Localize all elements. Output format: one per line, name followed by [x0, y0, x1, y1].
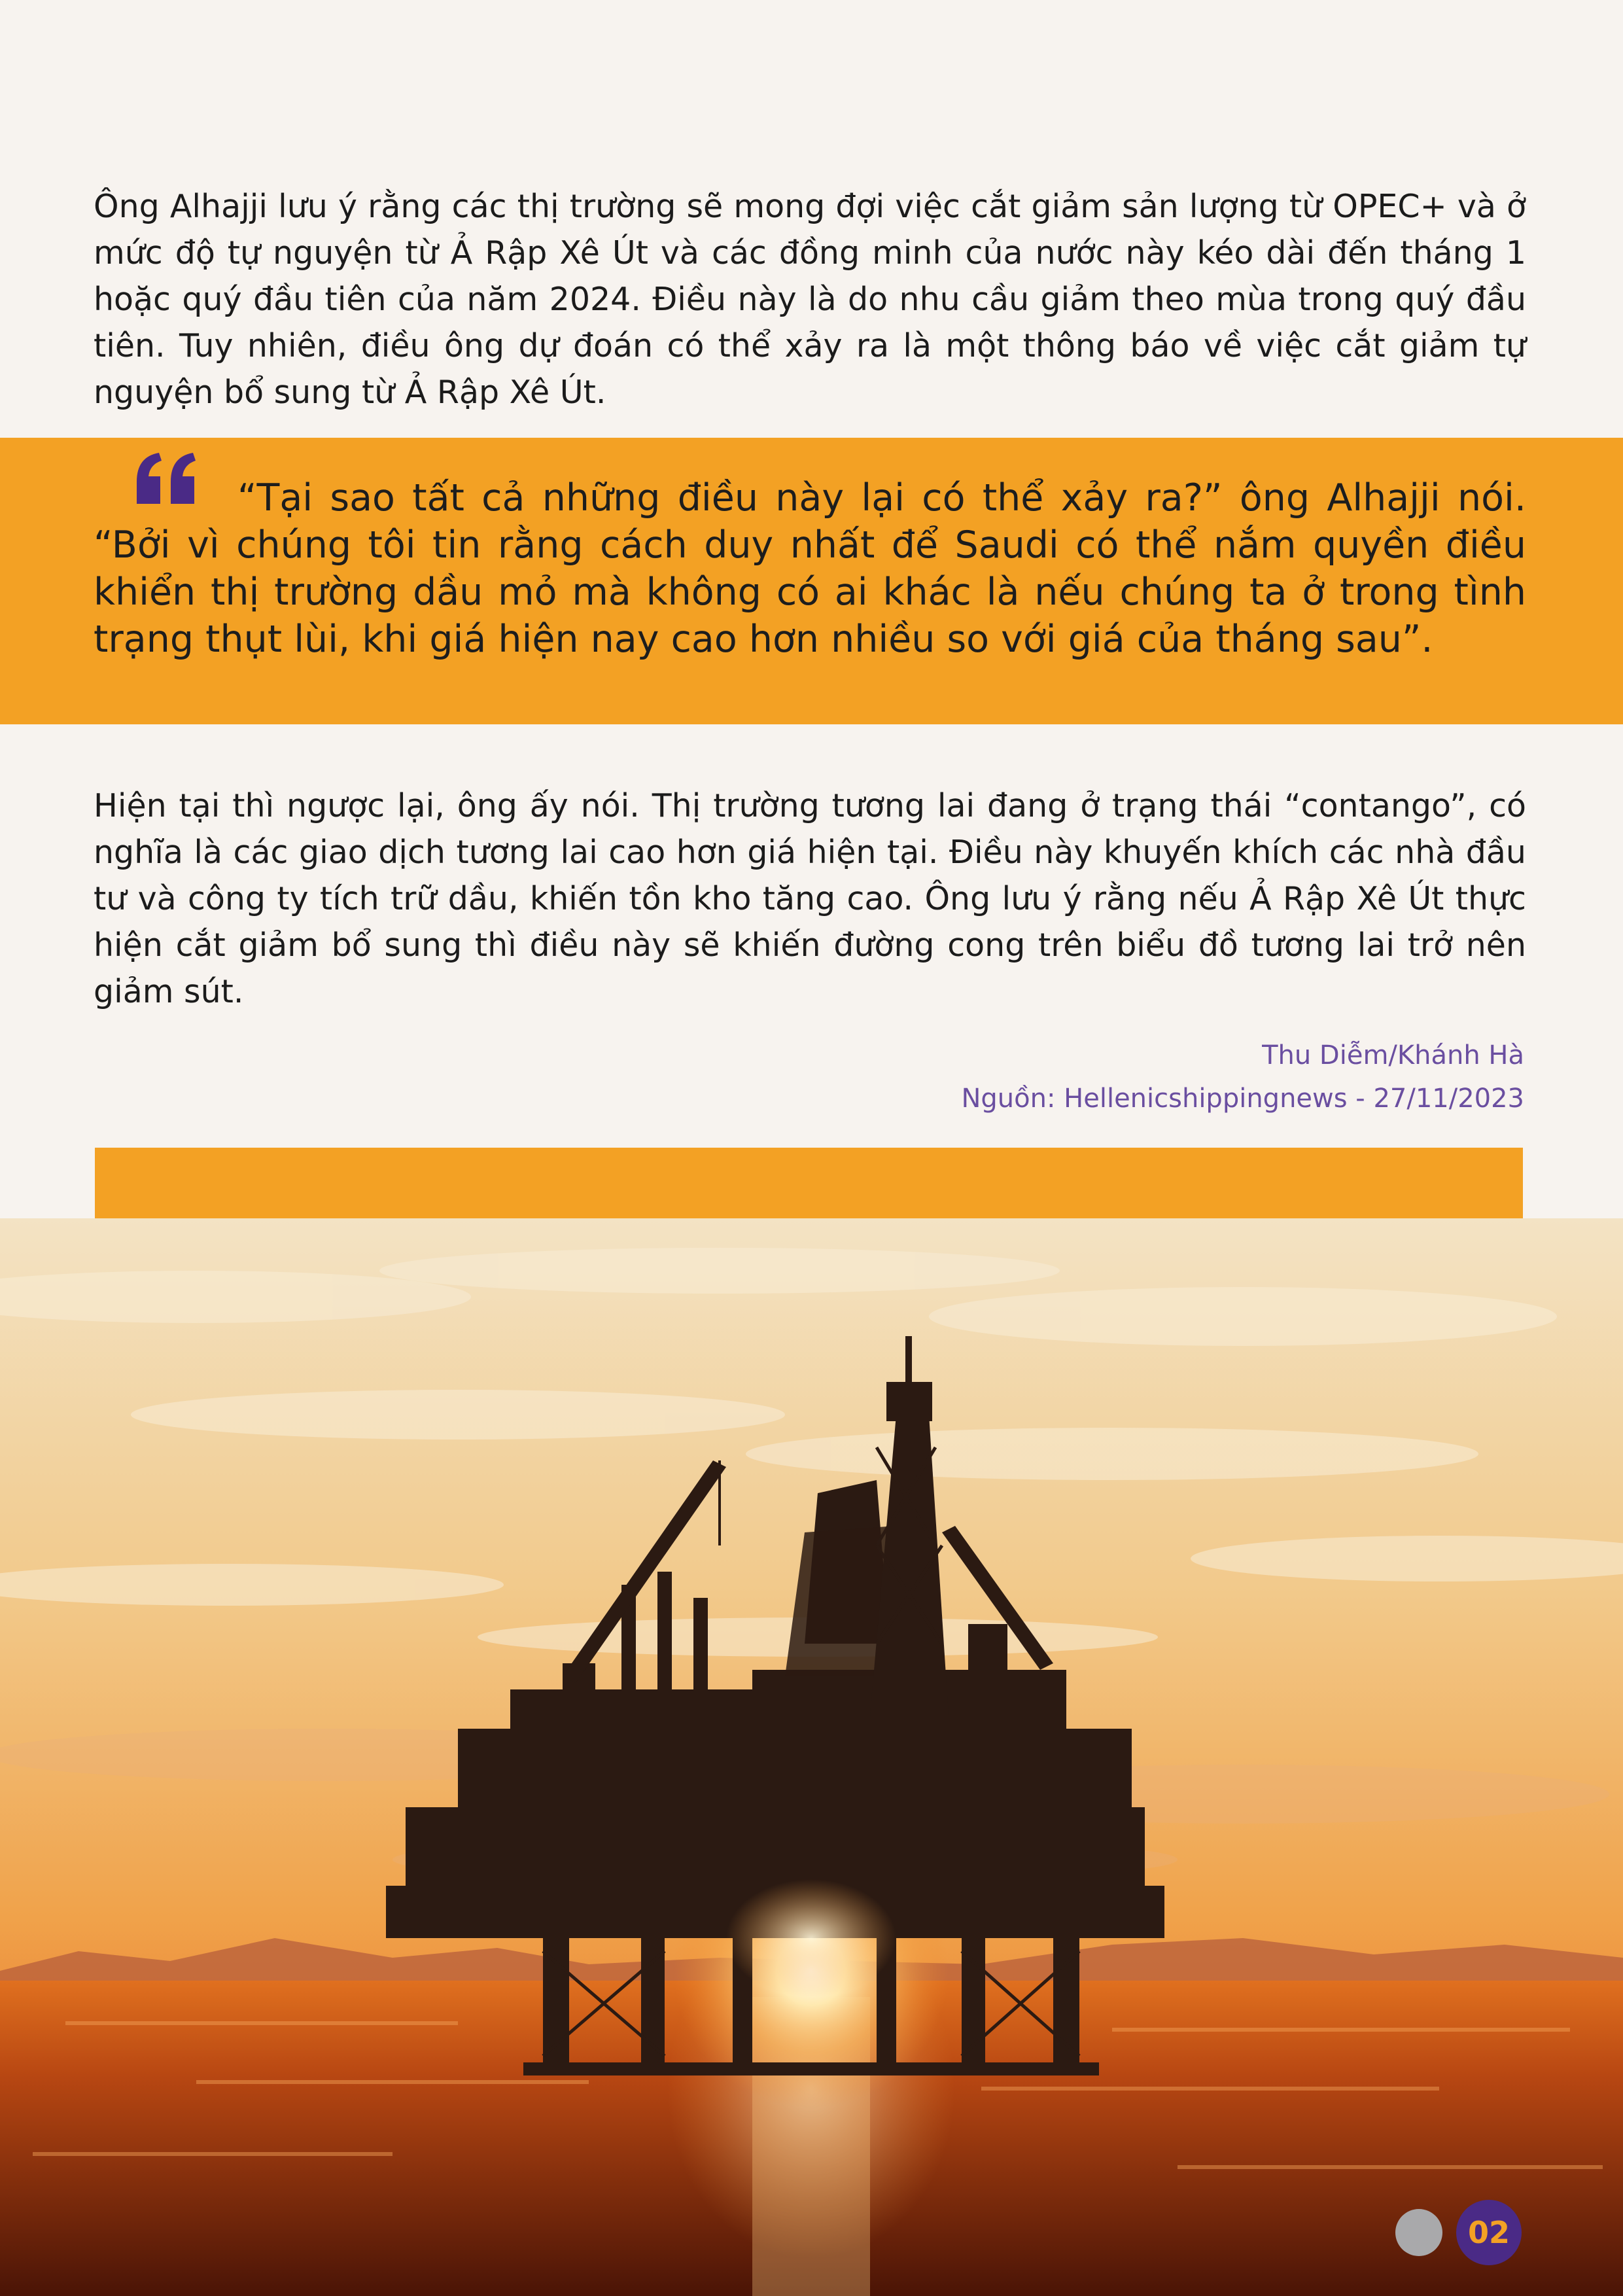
article-paragraph: Hiện tại thì ngược lại, ông ấy nói. Thị trường tương lai đang ở trạng thái “contango”, có nghĩa là các giao dịch tương lai cao hơn giá hiện tại. Điều này khuyến khích các nhà đầu tư và công ty tích trữ dầu, khiến tồn kho tăng cao. Ông lưu ý rằng nếu Ả Rập Xê Út thực hiện cắt giảm bổ sung thì điều này sẽ khiến đường cong trên biểu đồ tương lai trở nên giảm sút. — [94, 787, 1526, 1010]
source-credit: Nguồn: Hellenicshippingnews - 27/11/2023 — [961, 1084, 1524, 1114]
author-credit: Thu Diễm/Khánh Hà — [1262, 1040, 1524, 1070]
decorative-bar — [95, 1148, 1523, 1220]
open-quote-icon — [94, 478, 237, 510]
pull-quote — [94, 474, 1526, 663]
page-number: 02 — [1456, 2200, 1522, 2265]
page-indicator — [1395, 2200, 1526, 2265]
page-dot — [1395, 2209, 1442, 2256]
article-paragraph: Ông Alhajji lưu ý rằng các thị trường sẽ mong đợi việc cắt giảm sản lượng từ OPEC+ và ở mức độ tự nguyện từ Ả Rập Xê Út và các đồng minh của nước này kéo dài đến tháng 1 hoặc quý đầu tiên của năm 2024. Điều này là do nhu cầu giảm theo mùa trong quý đầu tiên. Tuy nhiên, điều ông dự đoán có thể xảy ra là một thông báo về việc cắt giảm tự nguyện bổ sung từ Ả Rập Xê Út. — [94, 188, 1526, 411]
oil-platform-photo — [0, 1218, 1623, 2296]
pull-quote-text: “Tại sao tất cả những điều này lại có thể xảy ra?” ông Alhajji nói. “Bởi vì chúng tôi tin rằng cách duy nhất để Saudi có thể nắm quyền điều khiển thị trường dầu mỏ mà không có ai khác là nếu chúng ta ở trong tình trạng thụt lùi, khi giá hiện nay cao hơn nhiều so với giá của tháng sau”. — [94, 476, 1526, 661]
